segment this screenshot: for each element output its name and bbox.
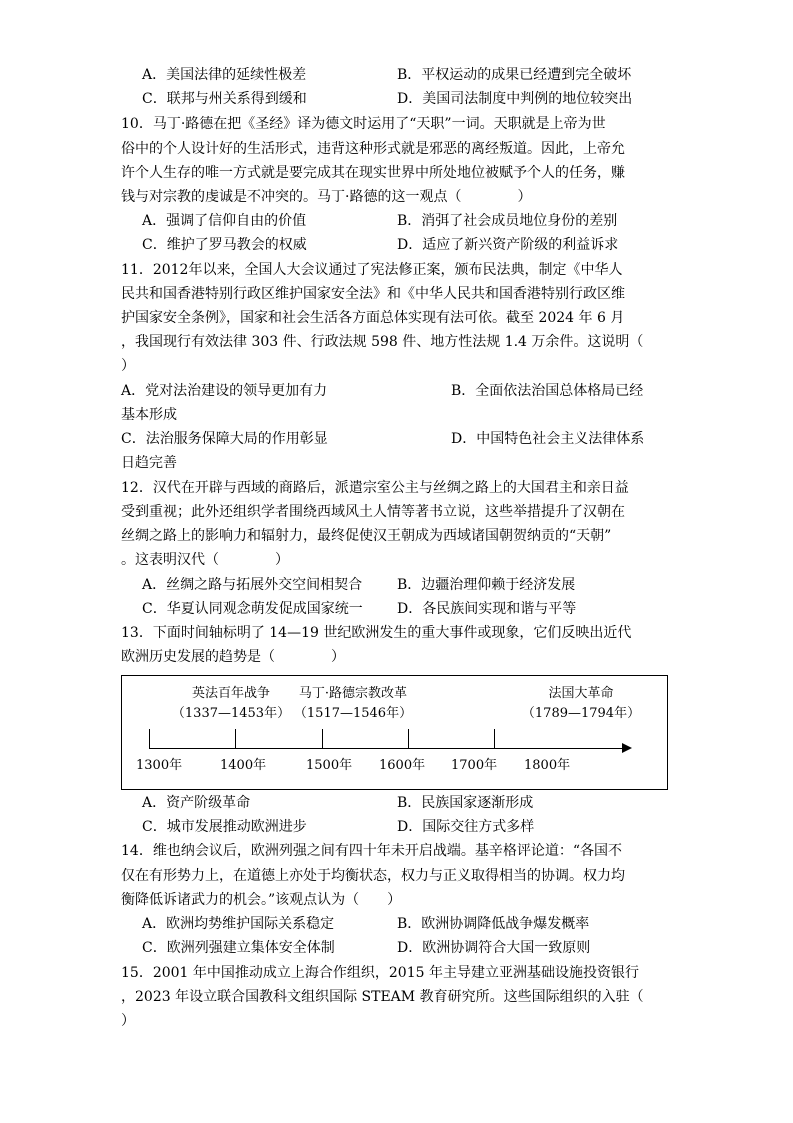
q11-stem-line: ，我国现行有效法律 303 件、行政法规 598 件、地方性法规 1.4 万余件。这说明（ [121,334,644,350]
q11-option-c: C．法治服务保障大局的作用彰显 [121,431,328,447]
q10-option-b: B．消弭了社会成员地位身份的差别 [397,213,618,229]
q10-stem-line: 钱与对宗教的虔诚是不冲突的。马丁·路德的这一观点（ ） [121,189,532,205]
q12-stem-line: 12．汉代在开辟与西域的商路后，派遣宗室公主与丝绸之路上的大国君主和亲日益 [121,480,629,496]
q10-option-a: A．强调了信仰自由的价值 [142,213,307,229]
q9-option-a: A．美国法律的延续性极差 [142,67,307,83]
q10-option-d: D．适应了新兴资产阶级的利益诉求 [397,237,619,253]
q9-option-c: C．联邦与州关系得到缓和 [142,91,307,107]
q10-stem-line: 许个人生存的唯一方式就是要完成其在现实世界中所处地位被赋予个人的任务，赚 [121,165,625,181]
q12-option-d: D．各民族间实现和谐与平等 [397,601,577,617]
q14-option-a: A．欧洲均势维护国际关系稳定 [142,916,335,932]
q14-option-c: C．欧洲列强建立集体安全体制 [142,940,335,956]
timeline-tick [149,729,150,748]
q15-stem-line: ） [121,1013,135,1029]
q13-option-b: B．民族国家逐渐形成 [397,795,534,811]
timeline-tick-label: 1400年 [220,758,267,773]
q15-stem-line: ，2023 年设立联合国教科文组织国际 STEAM 教育研究所。这些国际组织的入驻（ [121,989,644,1005]
q11-option-d-continued: 日趋完善 [121,455,177,471]
timeline-tick [235,729,236,748]
timeline-tick [408,729,409,748]
q10-stem-line: 俗中的个人设计好的生活形式，违背这种形式就是邪恶的离经叛道。因此，上帝允 [121,141,625,157]
timeline-event-years: （1789—1794年） [521,706,641,721]
timeline-arrow-icon [622,743,632,753]
q11-stem-line: 11．2012年以来，全国人大会议通过了宪法修正案，颁布民法典，制定《中华人 [121,262,623,278]
q12-stem-line: 。这表明汉代（ ） [121,552,289,568]
timeline-tick [322,729,323,748]
timeline-event-name: 法国大革命 [548,686,614,701]
q9-option-b: B．平权运动的成果已经遭到完全破坏 [397,67,632,83]
q12-stem-line: 丝绸之路上的影响力和辐射力，最终促使汉王朝成为西域诸国朝贺纳贡的“天朝” [121,528,612,544]
q12-stem-line: 受到重视；此外还组织学者围绕西域风土人情等著书立说，这些举措提升了汉朝在 [121,504,625,520]
q14-stem-line: 衡降低诉诸武力的机会。”该观点认为（ ） [121,892,402,908]
timeline-figure [121,675,668,790]
q14-stem-line: 14．维也纳会议后，欧洲列强之间有四十年未开启战端。基辛格评论道：“各国不 [121,843,622,859]
q14-option-b: B．欧洲协调降低战争爆发概率 [397,916,590,932]
timeline-tick-label: 1500年 [306,758,353,773]
timeline-tick [494,729,495,748]
timeline-tick-label: 1700年 [451,758,498,773]
timeline-event-years: （1337—1453年） [171,706,291,721]
timeline-tick-label: 1600年 [379,758,426,773]
q13-option-c: C．城市发展推动欧洲进步 [142,819,307,835]
q15-stem-line: 15．2001 年中国推动成立上海合作组织，2015 年主导建立亚洲基础设施投资银行 [121,965,639,981]
q10-option-c: C．维护了罗马教会的权威 [142,237,307,253]
q12-option-a: A．丝绸之路与拓展外交空间相契合 [142,577,363,593]
timeline-tick-label: 1800年 [524,758,571,773]
q11-stem-line: ） [121,358,135,374]
q13-stem-line: 欧洲历史发展的趋势是（ ） [121,649,345,665]
q9-option-d: D．美国司法制度中判例的地位较突出 [397,91,633,107]
q11-stem-line: 护国家安全条例》，国家和社会生活各方面总体实现有法可依。截至 2024 年 6 月 [121,310,625,326]
q11-option-b: B．全面依法治国总体格局已经 [451,383,644,399]
q10-stem-line: 10．马丁·路德在把《圣经》译为德文时运用了“天职”一词。天职就是上帝为世 [121,116,606,132]
q11-stem-line: 民共和国香港特别行政区维护国家安全法》和《中华人民共和国香港特别行政区维 [121,286,625,302]
q14-stem-line: 仅在有形势力上，在道德上亦处于均衡状态，权力与正义取得相当的协调。权力均 [121,868,625,884]
timeline-event-name: 马丁·路德宗教改革 [298,686,408,701]
q11-option-b-continued: 基本形成 [121,407,177,423]
q11-option-d: D．中国特色社会主义法律体系 [451,431,645,447]
q13-stem-line: 13．下面时间轴标明了 14—19 世纪欧洲发生的重大事件或现象，它们反映出近代 [121,625,632,641]
timeline-axis [149,748,622,749]
q13-option-d: D．国际交往方式多样 [397,819,535,835]
timeline-event-name: 英法百年战争 [191,686,270,701]
q12-option-c: C．华夏认同观念萌发促成国家统一 [142,601,363,617]
q11-option-a: A．党对法治建设的领导更加有力 [121,383,328,399]
q13-option-a: A．资产阶级革命 [142,795,251,811]
timeline-event-years: （1517—1546年） [293,706,413,721]
q12-option-b: B．边疆治理仰赖于经济发展 [397,577,576,593]
q14-option-d: D．欧洲协调符合大国一致原则 [397,940,591,956]
timeline-tick-label: 1300年 [136,758,183,773]
